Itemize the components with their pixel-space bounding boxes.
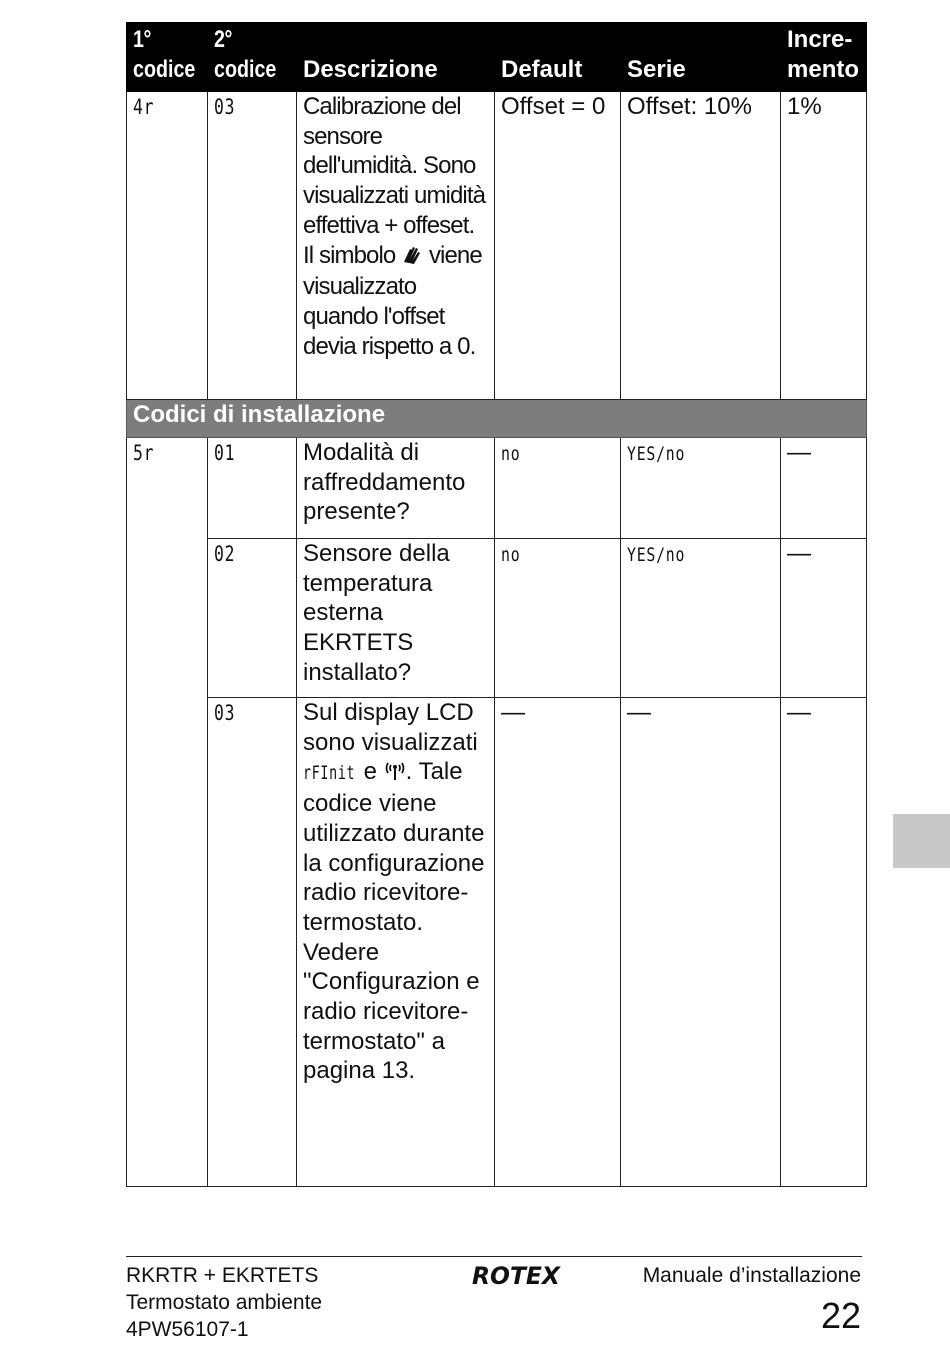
header-first-code xyxy=(127,23,208,92)
section-title: Codici di installazione xyxy=(127,400,867,438)
lcd-word-rfinit: rFInit xyxy=(303,762,356,785)
lcd-code-03: 03 xyxy=(214,95,236,119)
header-increment-line2: mento xyxy=(787,56,859,83)
increment-cell: — xyxy=(781,539,867,698)
header-series: Serie xyxy=(621,23,781,92)
header-first-code-label: codice xyxy=(133,56,196,83)
series-cell: Offset: 10% xyxy=(621,92,781,400)
hand-icon xyxy=(401,243,423,273)
default-cell: Offset = 0 xyxy=(495,92,621,400)
lcd-row-description-start: Sul display LCD sono visualizzati xyxy=(303,699,478,756)
series-cell xyxy=(621,539,781,698)
description-cell: Modalità di raffreddamento presente? xyxy=(297,438,495,539)
second-code-cell xyxy=(208,698,297,1187)
header-increment-line1: Incre- xyxy=(787,26,853,53)
first-code-cell xyxy=(127,438,208,1187)
lcd-code-4r: 4r xyxy=(133,95,155,119)
increment-cell: — xyxy=(781,438,867,539)
conjunction-text: e xyxy=(363,758,377,786)
header-description: Descrizione xyxy=(297,23,495,92)
chapter-side-tab xyxy=(893,814,950,868)
page-number: 22 xyxy=(820,1295,861,1336)
lcd-row-description-end: . Tale codice viene utilizzato durante la configurazione radio ricevitore-termostato. Vedere "Configurazion e radio ricevitore-termostato" a pagina 13. xyxy=(303,758,485,1085)
rotex-logo-text: ROTEX xyxy=(472,1262,562,1288)
header-increment xyxy=(781,23,867,92)
footer-divider xyxy=(126,1256,862,1257)
lcd-default-no: no xyxy=(501,544,521,566)
footer-manual-title: Manuale d’installazione xyxy=(642,1264,861,1287)
rotex-logo xyxy=(472,1262,562,1293)
lcd-code-02: 02 xyxy=(214,542,236,566)
second-code-cell xyxy=(208,92,297,400)
radio-antenna-icon xyxy=(384,759,406,789)
second-code-cell xyxy=(208,438,297,539)
lcd-series-yes-no: YES/no xyxy=(627,544,686,566)
default-cell xyxy=(495,539,621,698)
calibration-description-before-icon: Calibrazione del sensore dell'umidità. Sono visualizzati umidità effettiva + offeset. Il simbolo xyxy=(303,93,486,269)
header-second-code xyxy=(208,23,297,92)
lcd-series-yes-no: YES/no xyxy=(627,443,686,465)
parameter-table xyxy=(126,22,867,1187)
default-cell: — xyxy=(495,698,621,1187)
footer-product-line: RKRTR + EKRTETS xyxy=(126,1264,319,1287)
section-row xyxy=(127,400,867,438)
header-default: Default xyxy=(495,23,621,92)
series-cell: — xyxy=(621,698,781,1187)
footer-subtitle: Termostato ambiente xyxy=(126,1291,323,1314)
table-row-install-03 xyxy=(127,698,867,1187)
header-first-code-number: 1° xyxy=(133,26,151,53)
calibration-description-after-icon: viene visualizzato quando l'offset devia rispetto a 0. xyxy=(303,241,482,360)
series-cell xyxy=(621,438,781,539)
lcd-default-no: no xyxy=(501,443,521,465)
table-row-install-02 xyxy=(127,539,867,698)
footer-doc-code: 4PW56107-1 xyxy=(126,1318,249,1341)
lcd-code-5r: 5r xyxy=(133,441,155,465)
table-row-install-01 xyxy=(127,438,867,539)
table-header-row xyxy=(127,23,867,92)
description-cell: Sensore della temperatura esterna EKRTETS installato? xyxy=(297,539,495,698)
description-cell xyxy=(297,698,495,1187)
second-code-cell xyxy=(208,539,297,698)
default-cell xyxy=(495,438,621,539)
header-second-code-label: codice xyxy=(214,56,277,83)
table-row-calibration xyxy=(127,92,867,400)
lcd-code-03: 03 xyxy=(214,701,236,725)
header-second-code-number: 2° xyxy=(214,26,232,53)
first-code-cell xyxy=(127,92,208,400)
increment-cell: 1% xyxy=(781,92,867,400)
lcd-code-01: 01 xyxy=(214,441,236,465)
description-cell xyxy=(297,92,495,400)
footer-product-info xyxy=(126,1262,322,1343)
increment-cell: — xyxy=(781,698,867,1187)
